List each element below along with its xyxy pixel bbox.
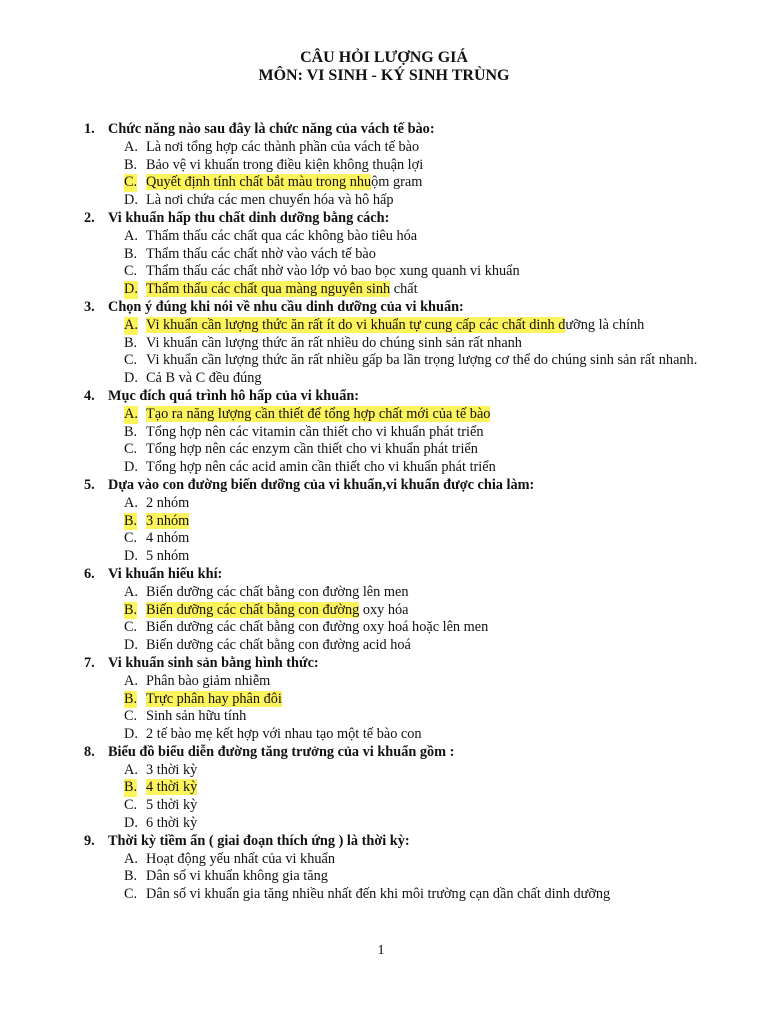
option-letter: A. [124, 672, 138, 689]
option-letter: B. [124, 690, 138, 707]
question-stem: Dựa vào con đường biến dưỡng của vi khuẩn,vi khuẩn được chia làm: [108, 476, 535, 493]
option-text: Biến dưỡng các chất bằng con đường oxy hoá hoặc lên men [146, 619, 489, 636]
answer-option [84, 352, 704, 370]
option-text: Thẩm thấu các chất nhờ vào lớp vỏ bao bọc xung quanh vi khuẩn [146, 263, 520, 280]
option-text: Thẩm thấu các chất nhờ vào vách tế bào [146, 245, 376, 262]
answer-option [84, 530, 704, 548]
answer-option [84, 441, 704, 459]
answer-option [84, 281, 704, 299]
option-letter: A. [124, 850, 138, 867]
option-letter: D. [124, 637, 138, 654]
option-text: Dân số vi khuẩn không gia tăng [146, 868, 328, 885]
question-text [84, 121, 704, 139]
highlighted-answer-text: 4 thời kỳ [146, 779, 198, 796]
option-letter: A. [124, 316, 138, 333]
question-number: 8. [84, 743, 95, 760]
highlighted-answer-text: Vi khuẩn cần lượng thức ăn rất ít do vi khuẩn tự cung cấp các chất dinh d [146, 316, 566, 333]
question-stem: Thời kỳ tiềm ẩn ( giai đoạn thích ứng ) là thời kỳ: [108, 832, 410, 849]
option-text: Tổng hợp nên các vitamin cần thiết cho vi khuẩn phát triển [146, 423, 484, 440]
option-letter: B. [124, 512, 138, 529]
option-text: Vi khuẩn cần lượng thức ăn rất nhiều do chúng sinh sản rất nhanh [146, 334, 522, 351]
option-letter: D. [124, 548, 138, 565]
question-item [84, 210, 704, 299]
option-letter: D. [124, 192, 138, 209]
answer-option [84, 619, 704, 637]
document-title: CÂU HỎI LƯỢNG GIÁ [300, 49, 468, 66]
question-list [84, 121, 704, 904]
answer-option [84, 637, 704, 655]
question-number: 3. [84, 298, 95, 315]
option-text: Hoạt động yếu nhất của vi khuẩn [146, 850, 335, 867]
answer-option [84, 602, 704, 620]
option-text: 5 thời kỳ [146, 797, 198, 814]
option-text: Sinh sản hữu tính [146, 708, 247, 725]
option-letter: D. [124, 370, 138, 387]
option-text: ưỡng là chính [565, 316, 645, 333]
option-letter: B. [124, 601, 138, 618]
answer-option [84, 762, 704, 780]
highlighted-answer-text: Thẩm thấu các chất qua màng nguyên sinh [146, 281, 391, 298]
option-list [84, 762, 704, 833]
option-letter: C. [124, 797, 138, 814]
question-item [84, 477, 704, 566]
question-text [84, 744, 704, 762]
option-letter: C. [124, 352, 138, 369]
question-stem: Vi khuẩn hấp thu chất dinh dưỡng bằng cách: [108, 209, 390, 226]
option-letter: C. [124, 263, 138, 280]
question-number: 5. [84, 476, 95, 493]
answer-option [84, 424, 704, 442]
option-text: Bảo vệ vi khuẩn trong điều kiện không thuận lợi [146, 156, 424, 173]
option-letter: B. [124, 868, 138, 885]
question-text [84, 477, 704, 495]
option-list [84, 584, 704, 655]
answer-option [84, 868, 704, 886]
answer-option [84, 815, 704, 833]
answer-option [84, 513, 704, 531]
option-text: Biến dưỡng các chất bằng con đường lên men [146, 583, 409, 600]
question-stem: Chọn ý đúng khi nói về nhu cầu dinh dưỡng của vi khuẩn: [108, 298, 464, 315]
question-item [84, 566, 704, 655]
highlighted-answer-text: Biến dưỡng các chất bằng con đường [146, 601, 360, 618]
option-text: Là nơi tổng hợp các thành phần của vách tế bào [146, 138, 420, 155]
document-subtitle: MÔN: VI SINH - KÝ SINH TRÙNG [258, 67, 510, 84]
option-letter: D. [124, 815, 138, 832]
question-item [84, 833, 704, 904]
option-letter: A. [124, 138, 138, 155]
option-text: Tổng hợp nên các enzym cần thiết cho vi khuẩn phát triển [146, 441, 478, 458]
option-letter: A. [124, 494, 138, 511]
question-text [84, 566, 704, 584]
question-stem: Chức năng nào sau đây là chức năng của vách tế bào: [108, 121, 435, 137]
question-stem: Mục đích quá trình hô hấp của vi khuẩn: [108, 387, 360, 404]
option-text: Phân bào giảm nhiễm [146, 672, 271, 689]
option-letter: B. [124, 245, 138, 262]
answer-option [84, 174, 704, 192]
option-list [84, 317, 704, 388]
option-letter: B. [124, 334, 138, 351]
question-text [84, 833, 704, 851]
option-letter: A. [124, 405, 138, 422]
option-letter: D. [124, 726, 138, 743]
option-text: 6 thời kỳ [146, 815, 198, 832]
option-letter: A. [124, 583, 138, 600]
question-text [84, 655, 704, 673]
answer-option [84, 851, 704, 869]
option-list [84, 228, 704, 299]
answer-option [84, 192, 704, 210]
answer-option [84, 779, 704, 797]
answer-option [84, 157, 704, 175]
answer-option [84, 708, 704, 726]
answer-option [84, 228, 704, 246]
question-item [84, 744, 704, 833]
option-letter: B. [124, 779, 138, 796]
question-text [84, 388, 704, 406]
option-text: oxy hóa [359, 601, 409, 618]
option-text: Dân số vi khuẩn gia tăng nhiều nhất đến khi môi trường cạn dần chất dinh dưỡng [146, 886, 611, 903]
answer-option [84, 459, 704, 477]
option-text: Tổng hợp nên các acid amin cần thiết cho vi khuẩn phát triển [146, 459, 496, 476]
question-number: 1. [84, 121, 95, 137]
question-item [84, 299, 704, 388]
option-text: Là nơi chứa các men chuyển hóa và hô hấp [146, 192, 394, 209]
option-letter: D. [124, 459, 138, 476]
highlighted-answer-text: Quyết định tính chất bắt màu trong nhu [146, 174, 372, 191]
option-letter: C. [124, 441, 138, 458]
question-stem: Vi khuẩn sinh sản bằng hình thức: [108, 654, 319, 671]
page-number: 1 [377, 943, 385, 958]
option-text: 2 tế bào mẹ kết hợp với nhau tạo một tế bào con [146, 726, 422, 743]
option-text: chất [390, 281, 418, 298]
highlighted-answer-text: 3 nhóm [146, 512, 190, 529]
question-number: 6. [84, 565, 95, 582]
option-letter: C. [124, 530, 138, 547]
answer-option [84, 886, 704, 904]
answer-option [84, 370, 704, 388]
answer-option [84, 797, 704, 815]
option-letter: B. [124, 156, 138, 173]
option-text: Biến dưỡng các chất bằng con đường acid hoá [146, 637, 411, 654]
option-text: 5 nhóm [146, 548, 190, 565]
highlighted-answer-text: Trực phân hay phân đôi [146, 690, 282, 707]
option-text: Cả B và C đều đúng [146, 370, 262, 387]
answer-option [84, 139, 704, 157]
option-text: Vi khuẩn cần lượng thức ăn rất nhiều gấp ba lần trọng lượng cơ thể do chúng sinh sản rất nhanh. [146, 352, 698, 369]
question-text [84, 299, 704, 317]
question-number: 9. [84, 832, 95, 849]
answer-option [84, 246, 704, 264]
question-stem: Biểu đồ biểu diễn đường tăng trưởng của vi khuẩn gồm : [108, 743, 455, 760]
question-stem: Vi khuẩn hiếu khí: [108, 565, 223, 582]
option-letter: C. [124, 886, 138, 903]
answer-option [84, 495, 704, 513]
answer-option [84, 726, 704, 744]
answer-option [84, 335, 704, 353]
option-text: 4 nhóm [146, 530, 190, 547]
question-number: 4. [84, 387, 95, 404]
option-text: 3 thời kỳ [146, 761, 198, 778]
option-letter: A. [124, 227, 138, 244]
option-list [84, 406, 704, 477]
answer-option [84, 317, 704, 335]
question-item [84, 388, 704, 477]
option-letter: D. [124, 281, 138, 298]
answer-option [84, 673, 704, 691]
option-text: ộm gram [371, 174, 423, 191]
option-text: 2 nhóm [146, 494, 190, 511]
answer-option [84, 548, 704, 566]
question-number: 7. [84, 654, 95, 671]
answer-option [84, 406, 704, 424]
highlighted-answer-text: Tạo ra năng lượng cần thiết để tổng hợp chất mới của tế bào [146, 405, 491, 422]
answer-option [84, 263, 704, 281]
option-list [84, 495, 704, 566]
option-list [84, 139, 704, 210]
option-letter: C. [124, 174, 138, 191]
question-number: 2. [84, 209, 95, 226]
option-letter: A. [124, 761, 138, 778]
question-item [84, 121, 704, 210]
option-list [84, 673, 704, 744]
question-item [84, 655, 704, 744]
question-text [84, 210, 704, 228]
answer-option [84, 584, 704, 602]
option-letter: C. [124, 708, 138, 725]
option-text: Thẩm thấu các chất qua các không bào tiêu hóa [146, 227, 418, 244]
option-letter: B. [124, 423, 138, 440]
option-letter: C. [124, 619, 138, 636]
answer-option [84, 691, 704, 709]
option-list [84, 851, 704, 904]
